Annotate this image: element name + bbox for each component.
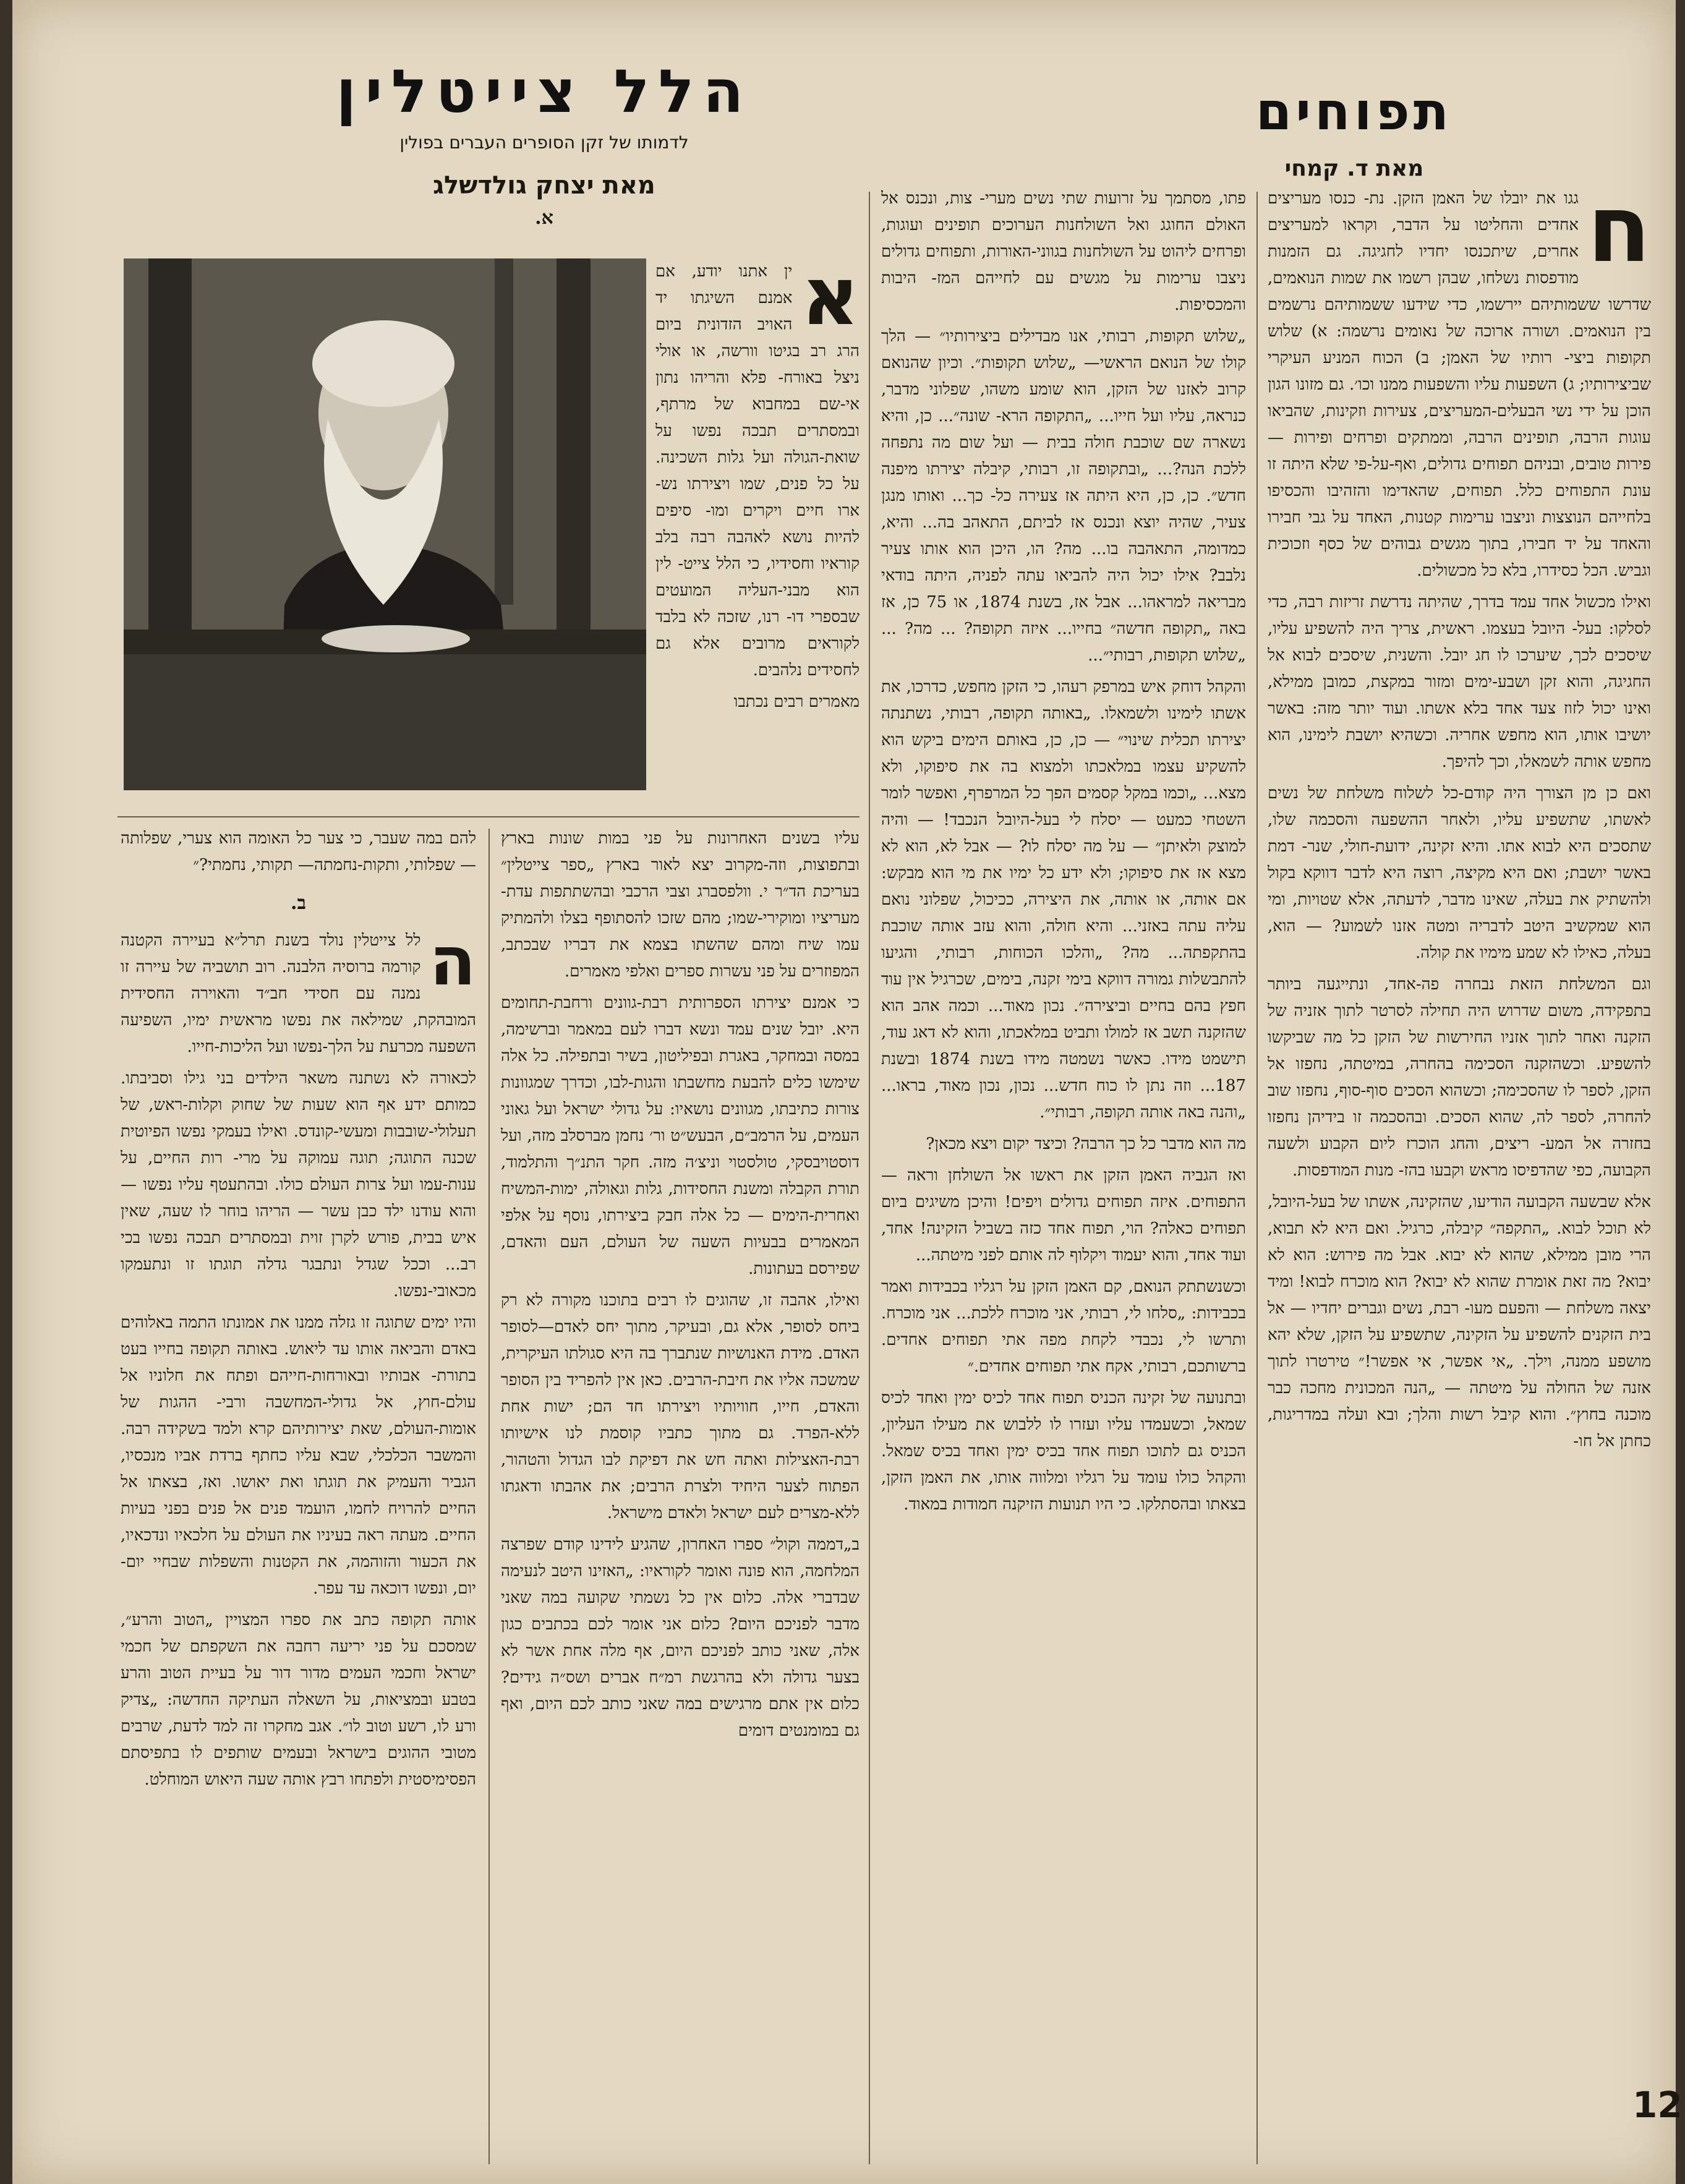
paragraph: אותה תקופה כתב את ספרו המצויין „הטוב והרע״, שמסכם על פני יריעה רחבה את השקפתם של חכמי ישראל וחכמי העמים מדור דור על בעיית הטוב והרע בטבע ובמציאות, על השאלה העתיקה החדשה: „צדיק ורע לו, רשע וטוב לו״. אגב מחקרו זה למד לדעת, שרבים מטובי ההוגים בישראל ובעמים שותפים לו בתפיסתם הפסימיסטית ולפתחו רבץ אותה שעה היאוש המוחלט.: [121, 1611, 476, 1789]
paragraph: „שלוש תקופות, רבותי, אנו מבדילים ביצירותיו״ — הלך קולו של הנואם הראשי— „שלוש תקופות״. וכיון שהנואם קרוב לאזנו של הזקן, הוא שומע משהו, שפלוני מדבר, כנראה, עליו ועל חייו... „התקופה הרא- שונה״... כן, והיא נשארה שם שוכבת חולה בבית — ועל שום מה נתפחה ללכת הנה?... „ובתקופה זו, רבותי, קיבלה יצירתו מיפנה חדש״. כן, כן, היא היתה אז צעירה כל- כך... ואותו מנגן צעיר, שהיה יוצא ונכנס אז לביתם, התאהב בה... והיא, כמדומה, התאהבה בו... מה? הו, היכן הוא אותו צעיר נלבב? אילו יכול היה להביאו עתה לפניה, היתה בודאי מבריאה למראהו... אבל אז, בשנת 1874, או 75 כן, אז באה „תקופה חדשה״ בחייו... איזה תקופה? ... מה? ... „שלוש תקופות, רבותי״...: [881, 327, 1246, 665]
paragraph: פתו, מסתמך על זרועות שתי נשים מערי- צות, ונכנס אל האולם החוגג ואל השולחנות הערוכים תופינים ועוגות, ופרחים ליהוט על השולחנות בגווני-האורות, ותפוחים גדולים ניצבו ערימות על מגשים עם לחייהם המז- היבות והמכסיפות.: [881, 189, 1246, 314]
portrait-illustration: [124, 258, 646, 790]
page-number: 12: [1632, 2084, 1683, 2126]
paragraph: מאמרים רבים נכתבו: [733, 693, 860, 711]
left-article-title: הלל צייטלין: [336, 57, 753, 126]
paragraph: להם במה שעבר, כי צער כל האומה הוא צערי, שפלותה — שפלותי, ותקות-נחמתה— תקותי, נחמתי?״: [121, 829, 476, 874]
paragraph: ואילו, אהבה זו, שהוגים לו רבים בתוכנו מקורה לא רק ביחס לסופר, אלא גם, ובעיקר, מתוך יחס לאדם—לסופר האדם. מידת האנושיות שנתברך בה היא סגולתו העיקרית, שמשכה אליו את חיבת-הרבים. כאן אין להפריד בין הסופר והאדם, חייו, חוויותיו ויצירתו חד הם; ישות אחת ללא-הפרד. גם מתוך כתביו קוסמת לנו אישיותו רבת-האצילות ואתה חש את דפיקת לבו הגדול והטהור, הפתוח לצער היחיד ולצרת הרבים; את אהבתו ודאגתו ללא-מצרים לעם ישראל ולאדם מישראל.: [501, 1291, 860, 1522]
paragraph: וכשנשתתק הנואם, קם האמן הזקן על רגליו בכבידות ואמר בכבידות: „סלחו לי, רבותי, אני מוכרח ללכת... אני מוכרח. ותרשו לי, נכבדי לקחת מפה אתי תפוחים אחדים. ברשותכם, רבותי, אקח אתי תפוחים אחדים.״: [881, 1278, 1246, 1376]
paragraph: והקהל דוחק איש במרפק רעהו, כי הזקן מחפש, כדרכו, את אשתו לימינו ולשמאלו. „באותה תקופה, רבותי, נשתנתה יצירתו תכלית שינוי״ — כן, כן, באותם הימים ביקש הוא להשקיע עצמו במלאכתו ולמצוא בה את סיפוקו, ולא מצא... „וכמו במקל קסמים הפך כל המרפרף, ואפשר לומר השטחי כמעט — יסלח לי בעל-היובל הנכבד! — והיה למוצק ולאיתן״ — על מה יסלח לו? — אבל לא, הוא לא מצא אז את סיפוקו; ולא ידע כל ימיו את מי הוא מבקש: אם אותה, או אותה, את היצירה, ככיכול, שפלוני נואם עליה עתה באזני... והיא חולה, והוא עזב אותה שוכבת בהתקפתה... מה? „והלכו הכוחות, רבותי, והגיעו להתבשלות גמורה דווקא בימי זקנה, בימים, שכרגיל אין עוד חפץ בהם בחיים וביצירה״. נכון מאוד... וכמה אהב הוא שהזקנה תשב אז למולו ותביט במלאכתו, והוא לא דאג עוד, תישמט מידו. כאשר נשמטה מידו בשנת 1874 ובשנת 187... וזה נתן לו כוח חדש... נכון, נכון מאוד, בראו... „והנה באה אותה תקופה, רבותי״.: [881, 678, 1246, 1122]
article-divider: [869, 192, 870, 2164]
left-article-intro: [655, 258, 860, 812]
left-article-byline: מאת יצחק גולדשלג: [433, 171, 655, 200]
newspaper-page: [12, 0, 1683, 2184]
paragraph: גגו את יובלו של האמן הזקן. נת- כנסו מעריצים אחדים והחליטו על הדבר, וקראו למעריצים אחרים, שיתכנסו יחדיו לחגיגה. גם הזמנות מודפסות נשלחו, שבהן רשמו את שמות הנואמים, שדרשו ששמותיהם יירשמו, כדי שידעו ששמותיהם נרשמים בין הנואמים. ושורה ארוכה של נאומים נרשמה: א) שלוש תקופות ביצי- רותיו של האמן; ב) הכוח המניע העיקרי שביצירותיו; ג) השפעות עליו והשפעות ממנו וכו׳. גם מזונו הגון הוכן על ידי נשי הבעלים-המעריצים, צעירות וזקינות, שהביאו עוגות הרבה, תופינים הרבה, וממתקים ופרחים ופירות — פירות טובים, ובניהם תפוחים גדולים, ואף-על-פי שלא היתה זו עונת התפוחים כלל. תפוחים, שהאדימו והזהיבו והכסיפו בלחייהם הנוצצות וניצבו ערימות קטנות, האחד על גבי חבירו והאחד על יד חבירו, בתוך מגשים גבוהים של כסף וזכוכית וגביש. הכל כסידרו, בלא כל מכשולים.: [1268, 189, 1651, 580]
left-article-drop-cap-2: ה: [429, 921, 476, 1000]
left-section-number-2: ב.: [291, 892, 306, 914]
left-article-column-2: [121, 825, 476, 2180]
left-article-column-1: [501, 825, 860, 2180]
paragraph: ובתנועה של זקינה הכניס תפוח אחד לכיס ימין ואחד לכיס שמאל, וכשעמדו עליו ועזרו לו ללבוש את מעילו העליון, הכניס גם לתוכו תפוח אחד בכיס ימין ואחד בכיס שמאל. והקהל כולו עומד על רגליו ומלווה אותו, את האמן הזקן, בצאתו ובהסתלקו. כי היו תנועות הזיקנה חמודות במאוד.: [881, 1389, 1246, 1514]
column-divider: [488, 829, 490, 2164]
right-article-title: תפוחים: [1255, 81, 1453, 142]
paragraph: ואז הגביה האמן הזקן את ראשו אל השולחן וראה — התפוחים. איזה תפוחים גדולים ויפים! והיכן משיגים ביום תפוחים כאלה? הוי, תפוח אחד כזה בשביל הזקינה! אחד, ועוד אחד, והוא יעמוד ויקלוף לה אותם לפני מיטתה...: [881, 1166, 1246, 1265]
photo-rule: [117, 816, 860, 817]
paragraph: מה הוא מדבר כל כך הרבה? וכיצד יקום ויצא מכאן?: [926, 1135, 1246, 1153]
paragraph: עליו בשנים האחרונות על פני במות שונות בארץ ובתפוצות, וזה-מקרוב יצא לאור בארץ „ספר צייטלין״ בעריכת הד״ר י. וולפסברג וצבי הרכבי ובהשתתפות עדת- מעריציו ומוקירי-שמו; מהם שזכו להסתופף בצלו ולהמתיק עמו שיח ומהם שהשתו בצמא את דבריו שבכתב, המפוזרים על פני עשרות ספרים ואלפי מאמרים.: [501, 829, 860, 981]
right-article-column-1: [1268, 186, 1651, 2183]
left-section-number-1: א.: [535, 207, 553, 229]
portrait-photo: [124, 258, 646, 790]
left-article-header: [247, 57, 841, 229]
right-article-header: [1101, 81, 1608, 181]
column-divider: [1256, 192, 1258, 2164]
paragraph: ואם כן מן הצורך היה קודם-כל לשלוח משלחת של נשים לאשתו, שתשפיע עליו, ולאחר ההשפעה והסכמה שלו, שתסכים היא לבוא אתו. והיא זקינה, ידועת-חולי, שנר- דמת באשר יושבת; ואם היא מקיצה, רוצה היא לדבר דווקא בקול ולהשתיק את בעלה, שאינו מדבר, לדעתה, אלא שטויות, ומי הוא שמקשיב היטב לדבריה ומטה אזנו לשמוע? — הוא, בעלה, כאילו לא שמע מימיו את קולה.: [1268, 784, 1651, 962]
paragraph: וגם המשלחת הזאת נבחרה פה-אחד, ונתייגעה ביותר בתפקידה, משום שדרוש היה תחילה לסרטר לתוך אזניה של הזקנה ואחר לתוך אזניו החירשות של הזקן כל מה שביקשו להשפיע. וכשהזקנה הסכימה בהחרה, במיטתה, נחפזו אל הזקן, לספר לו שהסכימה; וכשהוא הסכים סוף-סוף, נחפזו שוב להחרה, לספר לה, שהוא הסכים. ובהסכמה זו בידיהן נחפזו בחזרה אל המע- ריצים, והחג הוכרז ליום הקבוע ולשעה הקבועה, כפי שהדפיסו מראש וקבעו בהז- מנות המודפסות.: [1268, 975, 1651, 1180]
paragraph: לכאורה לא נשתנה משאר הילדים בני גילו וסביבתו. כמותם ידע אף הוא שעות של שחוק וקלות-ראש, של תעלולי-שובבות ומעשי-קונדס. ואילו בעמקי נפשו הפיוטית שכנה התוגה; תוגה עמוקה על מרי- רות החיים, על ענות-עמו ועל צרות העולם כולו. ובהתעטף עליו נפשו — והוא עודנו ילד כבן עשר — הריהו בוחר לו שעה, שאין איש בבית, פורש לקרן זוית ובמסתרים תבכה נפשו בכי רב... וככל שגדל ונתבגר גדלה תוגתו זו ונתעמקו מכאובי-נפשו.: [121, 1069, 476, 1300]
paragraph: אלא שבשעה הקבועה הודיעו, שהזקינה, אשתו של בעל-היובל, לא תוכל לבוא. „התקפה״ קיבלה, כרגיל. ואם היא לא תבוא, הרי מובן ממילא, שהוא לא יבוא. אבל מה פירוש: הוא לא יבוא? מה זאת אומרת שהוא לא יבוא? הוא מוכרח לבוא! ומיד יצאה משלחת — והפעם מעו- רבת, נשים וגברים יחדיו — אל בית הזקנים להשפיע על הזקינה, שתשפיע על הזקן, שלא יהא מושפע ממנה, וילך. „אי אפשר, אי אפשר!״ טירטרו לתוך אזנה של החולה על מיטתה — „הנה המכונית מחכה כבר מוכנה בחוץ״. והוא קיבל רשות והלך; ובא ועלה במדריגות, כחתן אל חו-: [1268, 1193, 1651, 1451]
left-article-drop-cap-1: א: [801, 258, 860, 343]
right-article-drop-cap: ח: [1587, 186, 1651, 283]
paragraph: ב„דממה וקול״ ספרו האחרון, שהגיע לידינו קודם שפרצה המלחמה, הוא פונה ואומר לקוראיו: „האזינו היטב לנעימה שבדברי אלה. כלום אין כל נשמתי שקועה במה שאני מדבר לפניכם היום? כלום אני אומר לכם בכתבים כגון אלה, שאני כותב לפניכם היום, אף מלה אחת אשר לא בצער גדולה ולא בהרגשת רמ״ח אברים ושס״ה גידים? כלום אין אתם מרגישים במה שאני כותב לכם היום, ואף גם במומנטים דומים: [501, 1535, 860, 1740]
right-article-column-2: [881, 186, 1246, 2183]
paragraph: כי אמנם יצירתו הספרותית רבת-גוונים ורחבת-תחומים היא. יובל שנים עמד ונשא דברו לעם במאמר וברשימה, במסה ובמחקר, באגרת ובפיליטון, בשיר ובתפילה. כל אלה שימשו כלים להבעת מחשבתו והגות-לבו, וכדרך שמגוונות צורות כתיבתו, מגוונים נושאיו: על גדולי ישראל ועל גאוני העמים, על הרמב״ם, הבעש״ט ור׳ נחמן מברסלב מזה, ועל דוסטויבסקי, טולסטוי וניצ׳ה מזה. חקר התנ״ך והתלמוד, תורת הקבלה ומשנת החסידות, גלות וגאולה, ימות-המשיח ואחרית-הימים — כל אלה חבק ביצירתו, נוסף על אלפי המאמרים בבעיות השעה של העולם, העם והאדם, שפירסם בעתונות.: [501, 994, 860, 1278]
right-article-byline: מאת ד. קמחי: [1284, 156, 1424, 181]
paragraph: ין אתנו יודע, אם אמנם השיגתו יד האויב הזדונית ביום הרג רב בגיטו וורשה, או אולי ניצל באורח- פלא והריהו נתון אי-שם במחבוא של מרתף, ובמסתרים תבכה נפשו על שואת-הגולה ועל גלות השכינה. על כל פנים, שמו ויצירתו נש- ארו חיים ויקרים ומו- סיפים להיות נושא לאהבה רבה בלב קוראיו וחסידיו, כי הלל צייט- לין הוא מבני-העליה המועטים שבספרי דו- רנו, שזכה לא בלבד לקוראים מרובים אלא גם לחסידים נלהבים.: [655, 262, 860, 680]
paragraph: ואילו מכשול אחד עמד בדרך, שהיתה נדרשת זריזות רבה, כדי לסלקו: בעל- היובל בעצמו. ראשית, צריך היה להשפיע עליו, שיסכים לכך, שיערכו לו חג יובל. והשנית, שיסכים לבוא אל החגיגה, והוא זקן ושבע-ימים ומזור במקצת, כמובן ממילא, ואינו יכול לזוז צעד אחד בלא אשתו. ועוד יותר מזה: באשר יושיבו אותו, הוא מחפש אחריה. וכשהיא יושבת לימינו, הוא מחפש אותה לשמאלו, וכך להיפך.: [1268, 593, 1651, 771]
paragraph: והיו ימים שתוגה זו גזלה ממנו את אמונתו התמה באלוהים באדם והביאה אותו עד ליאוש. באותה תקופה בחייו בעט בתורת- אבותיו ובאורחות-חייהם ופתח את חלוניו אל עולם-חוץ, אל גדולי-המחשבה ורבי- ההגות של אומות-העולם, שאת יצירותיהם קרא ולמד בשקידה רבה. והמשבר הכלכלי, שבא עליו כחתף ברדת אביו מנכסיו, הגביר והעמיק את תוגתו ואת יאושו. ואז, בצאתו אל החיים להרויח לחמו, הועמד פנים אל פנים בפני בעיות החיים. מעתה ראה בעיניו את העולם על חלכאיו ונדכאיו, את הכעור והזוהמה, את הקטנות והשפלות שבחיי יום- יום, ונפשו דוכאה עד עפר.: [121, 1313, 476, 1598]
paragraph: לל צייטלין נולד בשנת תרל״א בעיירה הקטנה קורמה ברוסיה הלבנה. רוב תושביה של עיירה זו נמנה עם חסידי חב״ד והאוירה החסידית המובהקת, שמילאה את נפשו מראשית ימיו, השפיעה השפעה מכרעת על הלך-נפשו ועל הליכות-חייו.: [121, 931, 476, 1056]
left-article-subtitle: לדמותו של זקן הסופרים העברים בפולין: [399, 132, 689, 153]
